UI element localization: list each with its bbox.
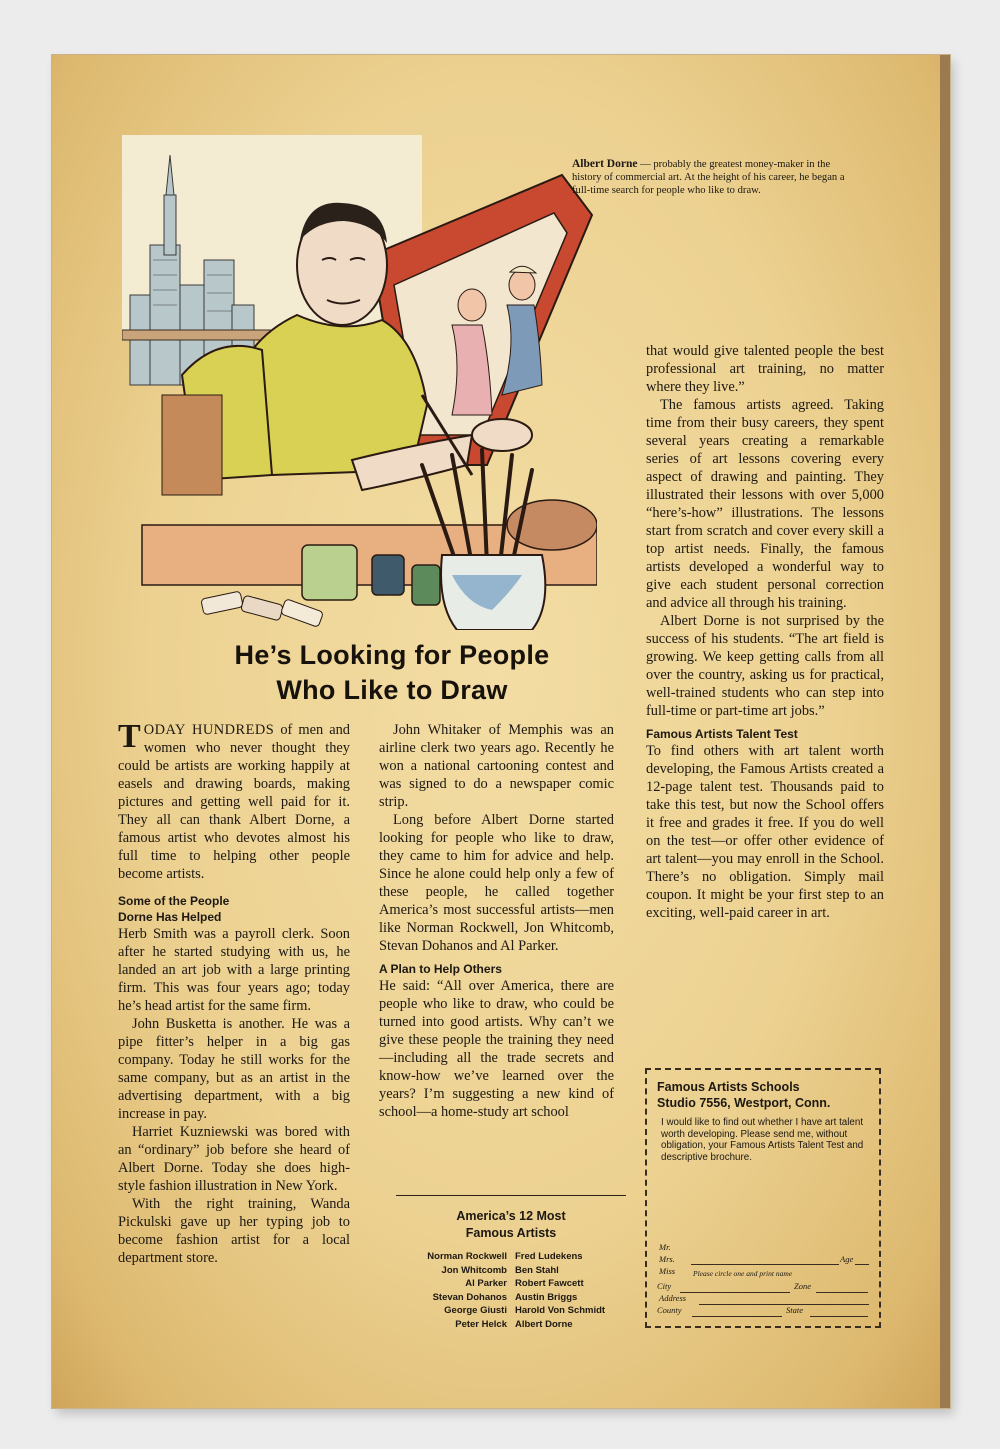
paragraph: Herb Smith was a payroll clerk. Soon after he started studying with us, he landed an art job with a large printing firm. This was four years ago; today he’s head artist for the same firm. (118, 926, 350, 1014)
city-label: City (657, 1281, 672, 1291)
subhead (118, 893, 350, 925)
famous-artists-list (396, 1195, 626, 1332)
mrs-label: Mrs. (659, 1254, 675, 1264)
paragraph: With the right training, Wanda Pickulski gave up her typing job to become fashion artist for a local department store. (118, 1196, 350, 1266)
city-field[interactable] (680, 1292, 790, 1293)
artist-name: Ben Stahl (515, 1264, 559, 1276)
artists-grid (396, 1250, 626, 1332)
article-column-1 (118, 718, 350, 1267)
artist-illustration (122, 135, 597, 630)
address-label: Address (659, 1293, 687, 1303)
headline (132, 638, 652, 708)
subhead: A Plan to Help Others (379, 962, 502, 976)
county-label: County (657, 1305, 682, 1315)
miss-label: Miss (659, 1266, 676, 1276)
coupon-header (657, 1079, 869, 1111)
artist-name: Jon Whitcomb (441, 1264, 507, 1276)
article-column-3 (646, 342, 884, 922)
paragraph: To find others with art talent worth developing, the Famous Artists created a 12-page talent test. Thousands paid to take this test, but now the School offers it free and grades it free. If you do well on the test—or offer other evidence of art talent—you may enroll in the School. There’s no obligation. Simply mail coupon. It might be your first step to an exciting, well-paid career in art. (646, 743, 884, 921)
artist-name: Peter Helck (455, 1318, 507, 1330)
paragraph: He said: “All over America, there are people who like to draw, who could be turned into good artists. Why can’t we give these people the training they need—including all the trade secrets and know-how we’ve learned over the years? I’m suggesting a new kind of school—a home-study art school (379, 978, 614, 1120)
article-column-2 (379, 721, 614, 1121)
state-label: State (786, 1305, 803, 1315)
subhead: Famous Artists Talent Test (646, 727, 798, 741)
artist-name: Fred Ludekens (515, 1251, 583, 1262)
coupon-address-line: Studio 7556, Westport, Conn. (657, 1096, 831, 1110)
magazine-page (52, 55, 950, 1408)
county-field[interactable] (692, 1316, 782, 1317)
paragraph: Long before Albert Dorne started looking for people who like to draw, they came to him for advice and help. Since he alone could help only a few of these people, he called together America’s most successful artists—men like Norman Rockwell, Jon Whitcomb, Stevan Dohanos and Al Parker. (379, 812, 614, 954)
mail-coupon[interactable] (645, 1068, 881, 1328)
age-field[interactable] (855, 1264, 869, 1265)
subhead-line-2: Dorne Has Helped (118, 910, 222, 924)
paragraph (118, 718, 350, 883)
artists-title-line-1: America’s 12 Most (456, 1209, 566, 1223)
paragraph: Albert Dorne is not surprised by the success of his students. “The art field is growing. We keep getting calls from all over the country, asking us for practical, well-trained students who can step into full-time or part-time art jobs.” (646, 613, 884, 719)
headline-line-1: He’s Looking for People (234, 640, 550, 670)
artist-name: Albert Dorne (515, 1318, 573, 1330)
headline-line-2: Who Like to Draw (276, 675, 508, 705)
zone-field[interactable] (816, 1292, 868, 1293)
artist-name: Al Parker (465, 1278, 507, 1290)
paragraph: Harriet Kuzniewski was bored with an “ordinary” job before she heard of Albert Dorne. Today she does high-style fashion illustration in New York. (118, 1124, 350, 1194)
address-field[interactable] (699, 1304, 869, 1305)
caption-name: Albert Dorne (572, 158, 638, 170)
paragraph: John Busketta is another. He was a pipe fitter’s helper in a big gas company. Today he still works for the same company, but as an artist in the advertising department, with a big increase in pay. (118, 1016, 350, 1122)
artist-name: Stevan Dohanos (432, 1291, 507, 1303)
name-field[interactable] (691, 1264, 839, 1265)
paragraph: John Whitaker of Memphis was an airline clerk two years ago. Recently he won a national cartooning contest and was signed to do a newspaper comic strip. (379, 722, 614, 810)
zone-label: Zone (794, 1281, 811, 1291)
paragraph: that would give talented people the best professional art training, no matter where they live.” (646, 343, 884, 395)
mr-label: Mr. (659, 1242, 671, 1252)
artist-name: Robert Fawcett (515, 1278, 584, 1290)
artists-title (396, 1208, 626, 1242)
state-field[interactable] (810, 1316, 868, 1317)
caption-text: — probably the greatest money-maker in the history of commercial art. At the height of his career, he began a full-time search for people who like to draw. (572, 159, 845, 196)
artist-name: Norman Rockwell (427, 1251, 507, 1262)
circle-note: Please circle one and print name (693, 1269, 793, 1278)
artist-name: Austin Briggs (515, 1291, 578, 1303)
artist-name: George Giusti (444, 1305, 507, 1317)
age-label: Age (840, 1254, 854, 1264)
subhead-line-1: Some of the People (118, 894, 230, 908)
coupon-request-text: I would like to find out whether I have art talent worth developing. Please send me, without obligation, your Famous Artists Talent Test and descriptive brochure. (661, 1117, 864, 1163)
lead-smallcaps: ODAY HUNDREDS (143, 722, 275, 738)
artist-name: Harold Von Schmidt (515, 1305, 606, 1317)
artists-title-line-2: Famous Artists (465, 1226, 557, 1240)
drop-cap: T (118, 718, 141, 755)
illustration-caption (572, 158, 862, 197)
paragraph: The famous artists agreed. Taking time from their busy careers, they spent several years creating a remarkable series of art lessons covering every aspect of drawing and painting. They illustrated their lessons with over 5,000 “here’s-how” illustrations. The lessons start from scratch and cover every skill a top artist needs. Finally, the famous artists developed a wonderful way to give each student personal correction and advice all through his training. (646, 397, 884, 611)
lead-text: of men and women who never thought they could be artists are working happily at easels and drawing boards, making pictures and getting well paid for it. They all can thank Albert Dorne, a famous artist who devotes almost his full time to helping other people become artists. (118, 722, 350, 882)
coupon-school-name: Famous Artists Schools (657, 1080, 800, 1094)
